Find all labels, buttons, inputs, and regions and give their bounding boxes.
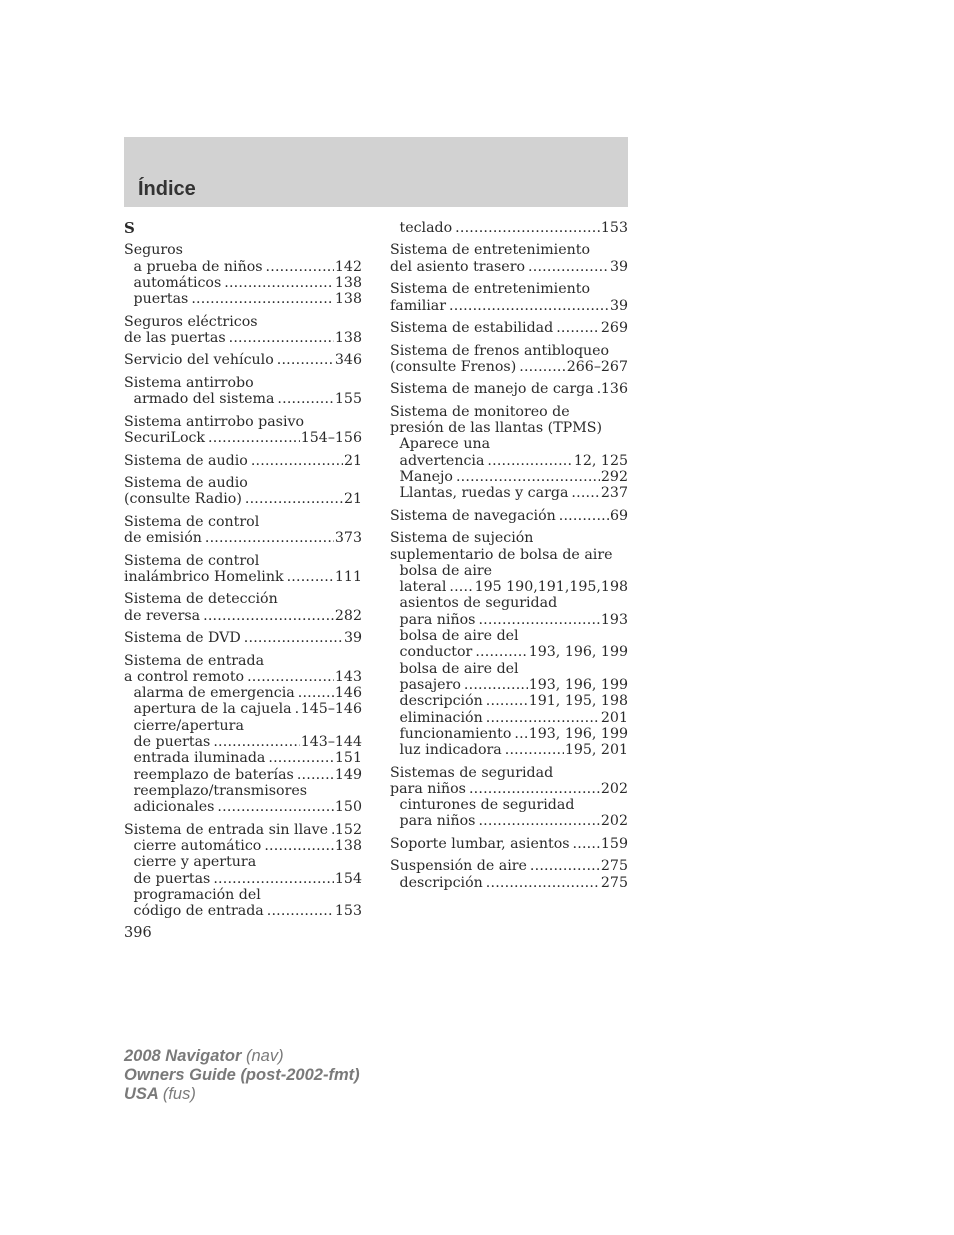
index-entry (390, 381, 628, 397)
entry-text: de las puertas (124, 329, 226, 346)
leader-dots (597, 381, 600, 397)
entry-text: luz indicadora (399, 742, 502, 759)
entry-text: descripción (399, 874, 483, 891)
index-subentry-line (124, 767, 362, 783)
index-entry (124, 822, 362, 920)
index-subentry-line (124, 854, 362, 870)
index-entry-line (124, 553, 362, 569)
index-entry (124, 653, 362, 816)
entry-text: para niños (399, 813, 476, 830)
index-subentry-line (390, 563, 628, 579)
index-entry-line (390, 320, 628, 336)
entry-text: a control remoto (124, 668, 245, 685)
entry-text: descripción (399, 693, 483, 710)
leader-dots (297, 767, 334, 783)
index-subentry-line (124, 275, 362, 291)
index-entry (390, 508, 628, 524)
leader-dots (487, 453, 572, 469)
index-subentry-line (390, 485, 628, 501)
index-entry-line (124, 475, 362, 491)
index-subentry-line (124, 783, 362, 799)
entry-text: Sistemas de seguridad (390, 764, 554, 781)
leader-dots (205, 530, 334, 546)
leader-dots (455, 220, 600, 236)
page-reference: 138 (334, 274, 362, 291)
leader-dots (287, 569, 334, 585)
leader-dots (268, 750, 334, 766)
entry-text: Suspensión de aire (390, 858, 527, 875)
leader-dots (203, 608, 334, 624)
leader-dots (505, 742, 564, 758)
index-subentry-line (390, 612, 628, 628)
index-subentry-line (390, 436, 628, 452)
entry-text: alarma de emergencia (133, 685, 295, 702)
index-entry-line (124, 514, 362, 530)
page-number: 396 (124, 925, 152, 941)
page-reference: 154 (334, 870, 362, 887)
page-reference: 269 (600, 320, 628, 337)
index-subentry-line (124, 701, 362, 717)
index-entry (124, 242, 362, 307)
index-subentry-line (124, 838, 362, 854)
leader-dots (208, 430, 300, 446)
entry-text: Seguros (124, 242, 183, 259)
index-entry-line (390, 259, 628, 275)
page-reference: 138 (334, 329, 362, 346)
leader-dots (449, 579, 473, 595)
leader-dots (229, 330, 334, 346)
page-reference: 191, 195, 198 (528, 693, 628, 710)
entry-text: Sistema de estabilidad (390, 320, 554, 337)
entry-text: (consulte Radio) (124, 491, 242, 508)
footer-model: 2008 Navigator (124, 1047, 242, 1065)
index-subentry-line (390, 453, 628, 469)
page-reference: 201 (600, 709, 628, 726)
index-entry (124, 453, 362, 469)
index-subentry-line (124, 887, 362, 903)
footer-guide: Owners Guide (post-2002-fmt) (124, 1066, 360, 1084)
leader-dots (191, 291, 334, 307)
entry-text: SecuriLock (124, 430, 206, 447)
index-subentry-line (390, 875, 628, 891)
index-subentry-line (124, 291, 362, 307)
index-entry-line (390, 420, 628, 436)
footer-model-code: (nav) (246, 1047, 284, 1065)
index-entry-line (124, 608, 362, 624)
page-reference: 150 (334, 799, 362, 816)
leader-dots (295, 701, 300, 717)
index-entry-line (390, 530, 628, 546)
index-subentry-line (124, 750, 362, 766)
index-entry-line (390, 858, 628, 874)
index-entry (390, 530, 628, 758)
leader-dots (277, 352, 334, 368)
entry-text: Sistema de audio (124, 474, 248, 491)
entry-text: apertura de la cajuela (133, 701, 292, 718)
index-entry-line (124, 242, 362, 258)
entry-text: cierre automático (133, 838, 262, 855)
entry-text: teclado (399, 220, 453, 236)
entry-text: de reversa (124, 607, 201, 624)
entry-text: Sistema de detección (124, 591, 278, 608)
index-entry (390, 242, 628, 275)
page-reference: 266–267 (566, 358, 628, 375)
index-entry-line (124, 822, 362, 838)
index-entry (390, 343, 628, 376)
index-entry-line (124, 375, 362, 391)
index-list-left (124, 242, 362, 919)
leader-dots (486, 875, 600, 891)
entry-text: cierre/apertura (133, 717, 244, 734)
entry-text: código de entrada (133, 903, 264, 920)
page-reference: 136 (600, 381, 628, 398)
page-reference: 152 (334, 821, 362, 838)
index-subentry-line (124, 871, 362, 887)
page-reference: 69 (609, 507, 628, 524)
page-reference: 237 (600, 485, 628, 502)
index-subentry-line (124, 734, 362, 750)
page-reference: 146 (334, 685, 362, 702)
index-entry (390, 281, 628, 314)
page-reference: 138 (334, 838, 362, 855)
leader-dots (514, 726, 527, 742)
index-entry-line (390, 298, 628, 314)
index-entry-line (124, 530, 362, 546)
entry-text: automáticos (133, 274, 222, 291)
footer-line-2 (124, 1066, 360, 1085)
index-entry (390, 404, 628, 502)
page-reference: 292 (600, 468, 628, 485)
page-reference: 153 (334, 903, 362, 920)
page-reference: 21 (343, 491, 362, 508)
leader-dots (267, 903, 334, 919)
footer-line-3 (124, 1085, 360, 1104)
index-subentry-line (390, 742, 628, 758)
leader-dots (266, 259, 334, 275)
index-entry-line (390, 343, 628, 359)
index-subentry-line (124, 799, 362, 815)
index-entry (124, 314, 362, 347)
page-reference: 195, 201 (564, 742, 628, 759)
index-entry-line (124, 330, 362, 346)
index-subentry-line (124, 903, 362, 919)
entry-text: Sistema de control (124, 513, 260, 530)
entry-text: Sistema de audio (124, 452, 248, 469)
entry-text: bolsa de aire del (399, 660, 519, 677)
entry-text: conductor (399, 644, 473, 661)
index-entry-line (390, 359, 628, 375)
index-entry-line (390, 281, 628, 297)
page-reference: 193, 196, 199 (528, 725, 628, 742)
entry-text: Sistema de DVD (124, 630, 241, 647)
entry-text: bolsa de aire del (399, 628, 519, 645)
leader-dots (571, 485, 599, 501)
entry-text: reemplazo/transmisores (133, 782, 308, 799)
entry-text: Sistema antirrobo pasivo (124, 413, 305, 430)
index-column-left (124, 220, 362, 926)
page-reference: 39 (609, 258, 628, 275)
leader-dots (456, 469, 600, 485)
leader-dots (528, 259, 609, 275)
entry-text: cinturones de seguridad (399, 797, 575, 814)
leader-dots (331, 822, 334, 838)
leader-dots (264, 838, 334, 854)
index-subentry-line (390, 579, 628, 595)
entry-text: asientos de seguridad (399, 595, 558, 612)
index-entry (124, 553, 362, 586)
entry-text: para niños (390, 780, 466, 797)
page-reference: 193, 196, 199 (528, 676, 628, 693)
index-subentry-line (390, 813, 628, 829)
leader-dots (556, 320, 600, 336)
index-subentry-line (390, 693, 628, 709)
index-entry-line (124, 314, 362, 330)
index-entry-line (124, 669, 362, 685)
entry-text: para niños (399, 611, 476, 628)
page-reference: 155 (334, 391, 362, 408)
leader-dots (486, 710, 600, 726)
index-entry-line (124, 453, 362, 469)
leader-dots (224, 275, 334, 291)
page-reference: 151 (334, 750, 362, 767)
entry-text: reemplazo de baterías (133, 766, 294, 783)
index-entry (124, 630, 362, 646)
page-reference: 138 (334, 291, 362, 308)
leader-dots (478, 813, 599, 829)
page-reference: 39 (343, 630, 362, 647)
entry-text: armado del sistema (133, 391, 275, 408)
leader-dots (478, 612, 599, 628)
page-reference: 142 (334, 258, 362, 275)
leader-dots (245, 491, 343, 507)
index-entry-line (124, 430, 362, 446)
entry-text: Sistema antirrobo (124, 374, 254, 391)
leader-dots (475, 644, 527, 660)
entry-text: lateral (399, 579, 447, 596)
leader-dots (573, 836, 600, 852)
page-reference: 143 (334, 668, 362, 685)
entry-text: funcionamiento (399, 725, 512, 742)
index-subentry-line (390, 628, 628, 644)
entry-text: Sistema de manejo de carga (390, 381, 594, 398)
entry-text: adicionales (133, 799, 215, 816)
leader-dots (298, 685, 334, 701)
leader-dots (247, 669, 334, 685)
page-reference: 149 (334, 766, 362, 783)
index-subentry-line (390, 677, 628, 693)
leader-dots (213, 871, 334, 887)
entry-text: Sistema de monitoreo de (390, 403, 570, 420)
index-entry-line (390, 836, 628, 852)
page-reference: 346 (334, 352, 362, 369)
page-reference: 282 (334, 607, 362, 624)
page-reference: 275 (600, 874, 628, 891)
entry-text: puertas (133, 291, 189, 308)
index-subentry-line (390, 661, 628, 677)
page-reference: 193 (600, 611, 628, 628)
index-subentry-line (124, 259, 362, 275)
page-reference: 145–146 (300, 701, 362, 718)
entry-text: Sistema de frenos antibloqueo (390, 342, 610, 359)
leader-dots (464, 677, 528, 693)
entry-text: Sistema de entrada sin llave (124, 821, 328, 838)
entry-text: Sistema de navegación (390, 507, 556, 524)
header-band (124, 137, 628, 207)
page-reference: 202 (600, 813, 628, 830)
leader-dots (213, 734, 299, 750)
index-subentry-line (390, 469, 628, 485)
index-entry-line (124, 569, 362, 585)
index-entry-line (390, 765, 628, 781)
index-entry-line (390, 381, 628, 397)
page-reference: 154–156 (300, 430, 362, 447)
index-entry (390, 220, 628, 236)
index-entry-line (124, 630, 362, 646)
index-entry (390, 858, 628, 891)
index-entry-line (390, 242, 628, 258)
leader-dots (469, 781, 600, 797)
entry-text: cierre y apertura (133, 854, 257, 871)
footer-line-1 (124, 1047, 360, 1066)
page-reference: 143–144 (300, 734, 362, 751)
index-subentry-line (390, 595, 628, 611)
entry-text: Servicio del vehículo (124, 352, 274, 369)
index-subentry-line (390, 710, 628, 726)
entry-text: Manejo (399, 468, 453, 485)
index-entry (390, 836, 628, 852)
page-reference: 202 (600, 780, 628, 797)
index-entry (124, 352, 362, 368)
index-entry (390, 320, 628, 336)
footer-market-code: (fus) (162, 1085, 196, 1103)
entry-text: Sistema de entretenimiento (390, 281, 590, 298)
entry-text: programación del (133, 886, 261, 903)
leader-dots (449, 298, 609, 314)
index-entry (390, 765, 628, 830)
index-entry-line (124, 414, 362, 430)
entry-text: Aparece una (399, 436, 491, 453)
index-entry (124, 591, 362, 624)
entry-text: Sistema de control (124, 552, 260, 569)
index-subentry-line (390, 797, 628, 813)
index-subentry-line (390, 726, 628, 742)
page-reference: 153 (600, 220, 628, 236)
page-reference: 111 (334, 568, 362, 585)
entry-text: Seguros eléctricos (124, 313, 258, 330)
page-reference: 159 (600, 835, 628, 852)
index-entry (124, 514, 362, 547)
entry-text: Sistema de sujeción (390, 530, 534, 547)
page-reference: 373 (334, 530, 362, 547)
leader-dots (244, 630, 343, 646)
entry-text: bolsa de aire (399, 562, 493, 579)
index-entry (124, 414, 362, 447)
leader-dots (530, 858, 600, 874)
entry-text: suplementario de bolsa de aire (390, 546, 613, 563)
leader-dots (486, 693, 528, 709)
index-entry-line (124, 591, 362, 607)
section-letter: S (124, 219, 135, 237)
index-entry-line (390, 404, 628, 420)
entry-text: a prueba de niños (133, 258, 263, 275)
leader-dots (519, 359, 565, 375)
index-entry-line (124, 352, 362, 368)
index-entry-line (390, 508, 628, 524)
entry-text: Soporte lumbar, asientos (390, 835, 570, 852)
page-reference: 275 (600, 858, 628, 875)
index-entry (124, 375, 362, 408)
entry-text: Llantas, ruedas y carga (399, 485, 569, 502)
leader-dots (251, 453, 343, 469)
leader-dots (559, 508, 609, 524)
page-reference: 39 (609, 297, 628, 314)
index-column-right (390, 220, 628, 897)
entry-text: presión de las llantas (TPMS) (390, 420, 602, 437)
page-reference: 193, 196, 199 (528, 644, 628, 661)
footer-market: USA (124, 1085, 159, 1103)
page-reference: 21 (343, 452, 362, 469)
entry-text: advertencia (399, 452, 485, 469)
page-reference: 12, 125 (573, 452, 628, 469)
entry-text: Sistema de entrada (124, 652, 265, 669)
entry-text: de emisión (124, 530, 202, 547)
index-entry-line (390, 547, 628, 563)
entry-text: Sistema de entretenimiento (390, 242, 590, 259)
index-subentry-line (124, 718, 362, 734)
entry-text: de puertas (133, 870, 211, 887)
index-subentry-line (390, 644, 628, 660)
entry-text: inalámbrico Homelink (124, 568, 284, 585)
index-entry (124, 475, 362, 508)
index-subentry-line (124, 391, 362, 407)
entry-text: del asiento trasero (390, 258, 526, 275)
index-subentry-line (124, 685, 362, 701)
index-list-right (390, 220, 628, 891)
leader-dots (277, 391, 333, 407)
page-title: Índice (138, 178, 196, 200)
index-entry-line (124, 653, 362, 669)
index-subentry-line (390, 220, 628, 236)
entry-text: de puertas (133, 734, 211, 751)
entry-text: (consulte Frenos) (390, 358, 517, 375)
index-entry-line (124, 491, 362, 507)
footer (124, 1047, 360, 1104)
entry-text: familiar (390, 297, 447, 314)
page-reference: 195 190,191,195,198 (474, 579, 628, 596)
entry-text: eliminación (399, 709, 483, 726)
entry-text: entrada iluminada (133, 750, 266, 767)
entry-text: pasajero (399, 676, 461, 693)
index-entry-line (390, 781, 628, 797)
leader-dots (217, 799, 333, 815)
